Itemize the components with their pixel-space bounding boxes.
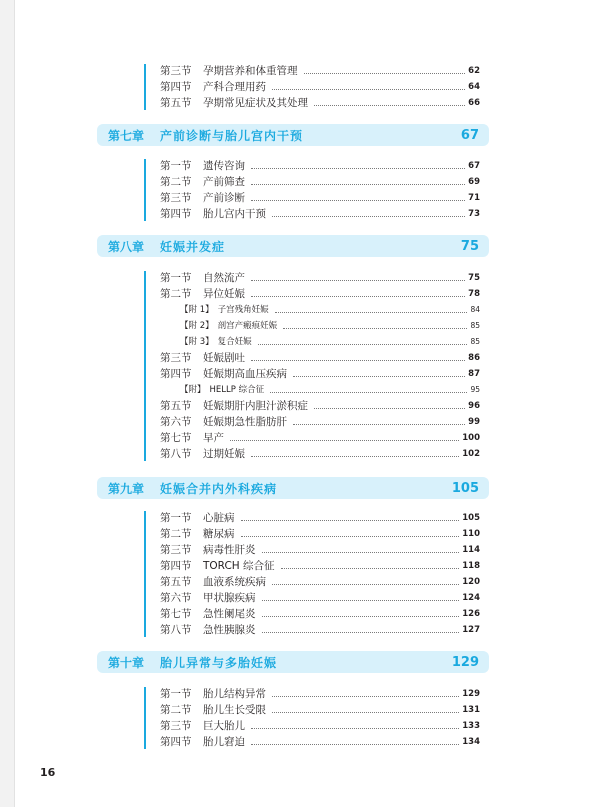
section-list-rule [144,159,146,221]
section-number: 第六节 [160,416,192,428]
dot-leader [272,89,465,90]
section-entry[interactable] [160,526,480,542]
page-number: 16 [40,766,56,779]
section-title: 心脏病 [203,512,235,524]
section-entry[interactable] [160,622,480,638]
section-number: 第三节 [160,65,192,77]
dot-leader [272,584,459,585]
section-entry[interactable] [160,590,480,606]
section-entry[interactable] [160,702,480,718]
dot-leader [258,344,468,345]
section-entry[interactable] [160,606,480,622]
section-page-number: 78 [468,289,480,299]
chapter-number: 第八章 [108,239,145,254]
section-entry[interactable] [160,63,480,79]
section-entry[interactable] [160,350,480,366]
section-entry[interactable] [160,430,480,446]
section-number: 第四节 [160,560,192,572]
dot-leader [272,712,459,713]
section-entry[interactable] [160,398,480,414]
section-page-number: 133 [462,721,480,731]
section-title: 孕期常见症状及其处理 [203,97,308,109]
appendix-entry[interactable] [160,334,480,350]
dot-leader [251,200,465,201]
section-page-number: 131 [462,705,480,715]
section-title: 胎儿结构异常 [203,688,266,700]
dot-leader [251,744,459,745]
section-title: 急性胰腺炎 [203,624,256,636]
section-entry[interactable] [160,79,480,95]
section-page-number: 95 [470,385,480,394]
section-page-number: 127 [462,625,480,635]
section-page-number: 124 [462,593,480,603]
section-page-number: 87 [468,369,480,379]
dot-leader [262,616,460,617]
section-page-number: 129 [462,689,480,699]
section-title: 产前诊断 [203,192,245,204]
section-page-number: 118 [462,561,480,571]
dot-leader [262,552,460,553]
section-title: 妊娠期肝内胆汁淤积症 [203,400,308,412]
section-number: 第四节 [160,81,192,93]
chapter-title: 产前诊断与胎儿宫内干预 [160,128,304,143]
dot-leader [314,408,465,409]
dot-leader [262,632,460,633]
section-page-number: 84 [470,305,480,314]
appendix-label: 【附 2】 [180,321,214,331]
section-title: 妊娠期急性脂肪肝 [203,416,287,428]
section-entry[interactable] [160,158,480,174]
chapter-heading[interactable] [97,651,489,673]
section-list-rule [144,64,146,110]
section-entry[interactable] [160,558,480,574]
section-page-number: 73 [468,209,480,219]
section-title: 妊娠剧吐 [203,352,245,364]
section-title: 急性阑尾炎 [203,608,256,620]
dot-leader [314,105,465,106]
section-page-number: 105 [462,513,480,523]
section-number: 第二节 [160,288,192,300]
section-page-number: 69 [468,177,480,187]
section-number: 第七节 [160,432,192,444]
chapter-page-number: 75 [460,238,479,254]
appendix-title: 子宫残角妊娠 [217,305,269,315]
section-title: 病毒性肝炎 [203,544,256,556]
section-number: 第五节 [160,97,192,109]
section-number: 第一节 [160,160,192,172]
appendix-label: 【附 3】 [180,337,214,347]
section-number: 第八节 [160,624,192,636]
dot-leader [251,360,465,361]
section-page-number: 67 [468,161,480,171]
dot-leader [270,392,467,393]
section-page-number: 114 [462,545,480,555]
section-page-number: 66 [468,98,480,108]
section-title: 异位妊娠 [203,288,245,300]
section-page-number: 96 [468,401,480,411]
chapter-title: 胎儿异常与多胎妊娠 [160,655,278,670]
appendix-entry[interactable] [160,302,480,318]
dot-leader [283,328,467,329]
section-entry[interactable] [160,190,480,206]
section-number: 第七节 [160,608,192,620]
section-number: 第四节 [160,736,192,748]
section-title: 糖尿病 [203,528,235,540]
section-entry[interactable] [160,270,480,286]
section-entry[interactable] [160,174,480,190]
section-page-number: 120 [462,577,480,587]
chapter-heading[interactable] [97,477,489,499]
dot-leader [241,536,460,537]
section-entry[interactable] [160,95,480,111]
section-entry[interactable] [160,446,480,462]
section-title: 遗传咨询 [203,160,245,172]
section-title: 甲状腺疾病 [203,592,256,604]
section-number: 第三节 [160,352,192,364]
section-title: 自然流产 [203,272,245,284]
section-page-number: 86 [468,353,480,363]
dot-leader [293,376,465,377]
section-entry[interactable] [160,686,480,702]
section-title: 胎儿窘迫 [203,736,245,748]
section-title: 产前筛查 [203,176,245,188]
section-entry[interactable] [160,718,480,734]
section-number: 第四节 [160,368,192,380]
section-page-number: 126 [462,609,480,619]
dot-leader [281,568,460,569]
section-number: 第四节 [160,208,192,220]
section-number: 第八节 [160,448,192,460]
dot-leader [251,280,465,281]
section-number: 第三节 [160,192,192,204]
dot-leader [275,312,468,313]
chapter-number: 第九章 [108,481,145,496]
section-page-number: 62 [468,66,480,76]
section-list-rule [144,511,146,637]
section-page-number: 110 [462,529,480,539]
chapter-number: 第七章 [108,128,145,143]
appendix-title: 剖宫产瘢痕妊娠 [217,321,278,331]
section-entry[interactable] [160,206,480,222]
section-page-number: 85 [470,337,480,346]
section-entry[interactable] [160,414,480,430]
section-page-number: 134 [462,737,480,747]
chapter-page-number: 105 [451,480,479,496]
chapter-page-number: 129 [451,654,479,670]
section-number: 第三节 [160,544,192,556]
section-number: 第五节 [160,576,192,588]
section-number: 第二节 [160,176,192,188]
section-number: 第六节 [160,592,192,604]
page-edge-strip [0,0,15,807]
dot-leader [251,456,459,457]
appendix-entry[interactable] [160,318,480,334]
dot-leader [241,520,460,521]
chapter-title: 妊娠并发症 [160,239,226,254]
section-title: 妊娠期高血压疾病 [203,368,287,380]
section-number: 第二节 [160,704,192,716]
section-title: 血液系统疾病 [203,576,266,588]
section-title: 胎儿宫内干预 [203,208,266,220]
dot-leader [293,424,465,425]
appendix-entry[interactable] [160,382,480,398]
chapter-heading[interactable] [97,124,489,146]
section-number: 第二节 [160,528,192,540]
dot-leader [230,440,459,441]
section-title: TORCH 综合征 [203,560,275,572]
chapter-title: 妊娠合并内外科疾病 [160,481,278,496]
section-entry[interactable] [160,734,480,750]
section-list-rule [144,271,146,461]
appendix-title: 复合妊娠 [217,337,252,347]
dot-leader [304,73,466,74]
section-number: 第三节 [160,720,192,732]
dot-leader [272,696,459,697]
section-title: 过期妊娠 [203,448,245,460]
section-entry[interactable] [160,542,480,558]
dot-leader [251,296,465,297]
section-entry[interactable] [160,574,480,590]
section-entry[interactable] [160,366,480,382]
section-title: 巨大胎儿 [203,720,245,732]
section-page-number: 71 [468,193,480,203]
appendix-title: HELLP 综合征 [209,385,265,395]
dot-leader [251,728,459,729]
chapter-heading[interactable] [97,235,489,257]
section-page-number: 102 [462,449,480,459]
section-number: 第一节 [160,512,192,524]
chapter-number: 第十章 [108,655,145,670]
appendix-label: 【附】 [180,385,206,395]
section-title: 孕期营养和体重管理 [203,65,298,77]
section-page-number: 99 [468,417,480,427]
section-list-rule [144,687,146,749]
section-title: 产科合理用药 [203,81,266,93]
section-page-number: 64 [468,82,480,92]
section-title: 早产 [203,432,224,444]
section-number: 第一节 [160,272,192,284]
section-entry[interactable] [160,510,480,526]
chapter-page-number: 67 [460,127,479,143]
appendix-label: 【附 1】 [180,305,214,315]
dot-leader [251,168,465,169]
section-page-number: 75 [468,273,480,283]
dot-leader [251,184,465,185]
section-number: 第一节 [160,688,192,700]
section-title: 胎儿生长受限 [203,704,266,716]
dot-leader [272,216,465,217]
dot-leader [262,600,460,601]
section-page-number: 85 [470,321,480,330]
section-entry[interactable] [160,286,480,302]
section-page-number: 100 [462,433,480,443]
section-number: 第五节 [160,400,192,412]
